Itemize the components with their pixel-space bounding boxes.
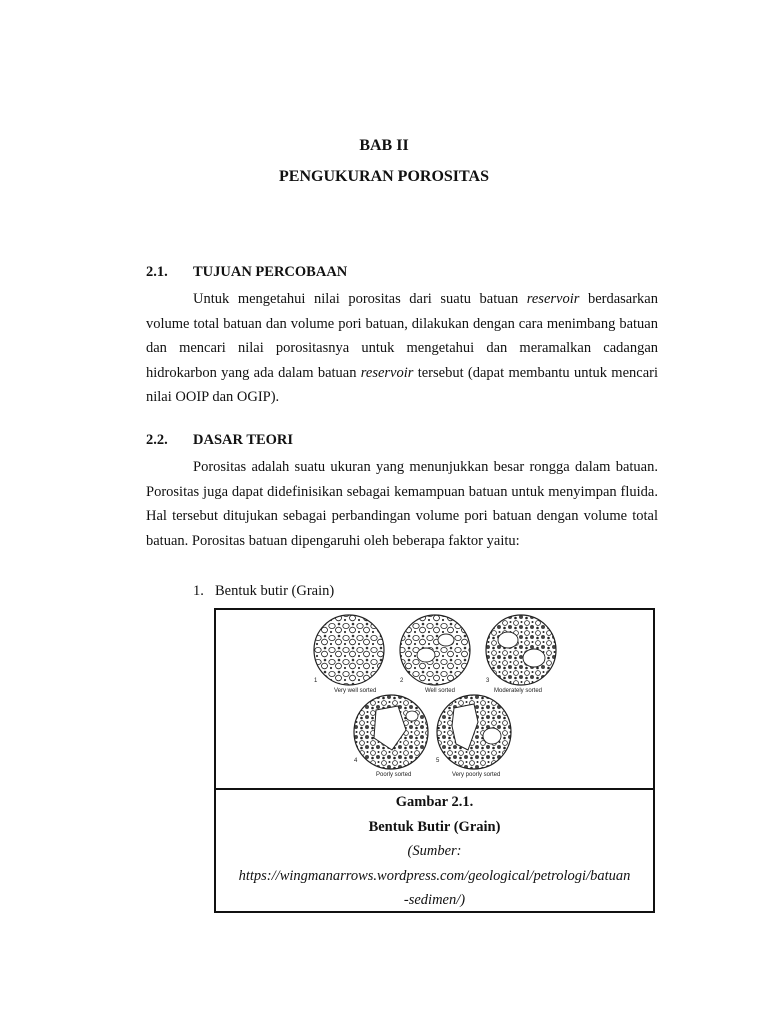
grain-label-2: Well sorted [425,688,455,694]
section-title: DASAR TEORI [193,432,294,448]
emphasis-text: reservoir [526,291,580,307]
chapter-title: PENGUKURAN POROSITAS [279,168,489,185]
caption-source-url: https://wingmanarrows.wordpress.com/geological/petrologi/batuan [238,867,631,884]
grain-number-5: 5 [436,758,440,764]
paragraph-text: berdasarkan volume total batuan dan volume pori batuan, dilakukan dengan cara menimbang batuan dan mencari nilai porositasnya untuk mengetahui dan meramalkan cadangan hidrokarbon yang ada dalam batuan [146,291,658,381]
paragraph-text: tersebut (dapat membantu untuk mencari nilai OOIP dan OGIP). [146,364,658,406]
grain-circle-1 [314,615,384,694]
section-number: 2.2. [146,432,168,448]
caption-number: Gambar 2.1. [395,794,474,810]
section-paragraph [146,287,658,410]
section-title: TUJUAN PERCOBAAN [193,264,348,280]
chapter-heading: BAB II [359,137,409,154]
figure-table [214,608,655,913]
grain-circle-2 [400,615,470,694]
paragraph-text: Untuk mengetahui nilai porositas dari suatu batuan [193,291,527,307]
figure-caption [216,790,653,913]
caption-title: Bentuk Butir (Grain) [368,818,501,835]
list-item-text: Bentuk butir (Grain) [215,583,335,599]
caption-source-url-end: -sedimen/) [403,892,466,909]
grain-circle-4 [354,695,428,778]
grain-number-4: 4 [354,758,358,764]
grain-sorting-illustration [216,610,653,788]
grain-label-3: Moderately sorted [494,688,543,694]
grain-number-2: 2 [400,678,404,684]
grain-label-1: Very well sorted [334,688,377,694]
figure-image-cell [216,610,653,790]
grain-label-5: Very poorly sorted [452,772,501,778]
grain-circle-5 [436,695,511,778]
emphasis-text: reservoir [360,364,414,381]
section-number: 2.1. [146,264,168,280]
caption-source-label: (Sumber: [407,843,462,860]
list-item-number: 1. [193,583,204,599]
grain-number-3: 3 [486,678,490,684]
list-item [193,583,334,600]
grain-number-1: 1 [314,678,318,684]
grain-circle-3 [486,615,556,694]
section-paragraph: Porositas adalah suatu ukuran yang menunjukkan besar rongga dalam batuan. Porositas juga dapat didefinisikan sebagai kemampuan batuan untuk menyimpan fluida. Hal tersebut ditujukan sebagai perbandingan volume pori batuan dengan volume total batuan. Porositas batuan dipengaruhi oleh beberapa faktor yaitu: [146,459,658,549]
grain-label-4: Poorly sorted [376,772,412,778]
